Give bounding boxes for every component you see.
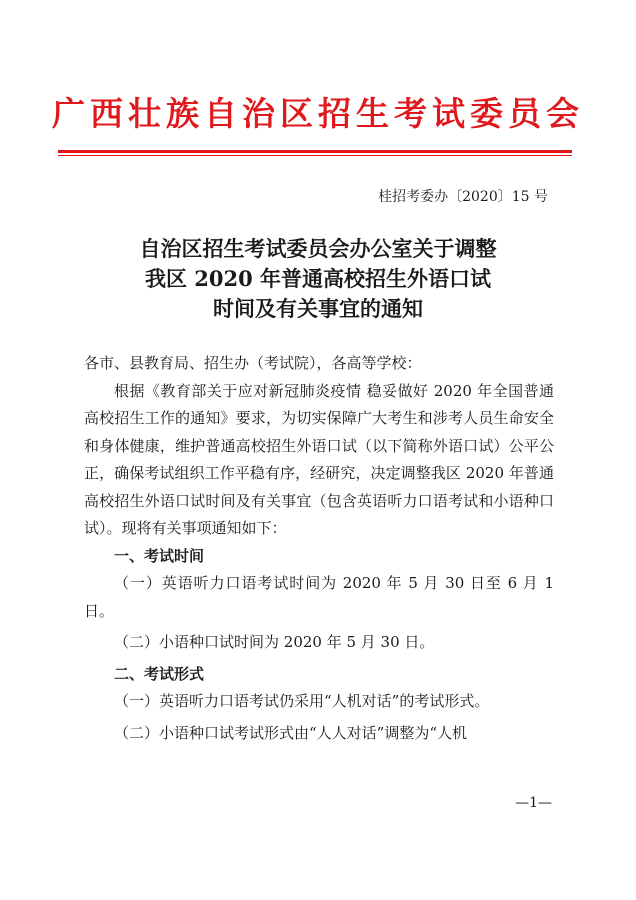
section-2-item-1: （一）英语听力口语考试仍采用“人机对话”的考试形式。 xyxy=(114,692,490,710)
document-number: 桂招考委办〔2020〕15 号 xyxy=(378,189,548,205)
document-title xyxy=(0,234,636,324)
title-line-1: 自治区招生考试委员会办公室关于调整 xyxy=(139,236,497,261)
letterhead-rule-thin xyxy=(58,155,572,156)
salutation: 各市、县教育局、招生办（考试院），各高等学校： xyxy=(84,354,422,372)
section-1-item-2: （二）小语种口试时间为 2020 年 5 月 30 日。 xyxy=(114,633,435,651)
section-1-item-1: （一）英语听力口语考试时间为 2020 年 5 月 30 日至 6 月 1 日。 xyxy=(84,574,554,620)
letterhead-title: 广西壮族自治区招生考试委员会 xyxy=(52,94,584,133)
title-line-3: 时间及有关事宜的通知 xyxy=(213,296,423,321)
section-2-heading: 二、考试形式 xyxy=(114,664,205,683)
document-body xyxy=(84,350,554,747)
page-number: —1— xyxy=(515,795,552,811)
section-1-heading: 一、考试时间 xyxy=(114,546,205,565)
letterhead-rule-thick xyxy=(58,150,572,153)
section-2-item-2: （二）小语种口试考试形式由“人人对话”调整为“人机 xyxy=(114,723,468,742)
intro-paragraph: 根据《教育部关于应对新冠肺炎疫情 稳妥做好 2020 年全国普通高校招生工作的通知》要求，为切实保障广大考生和涉考人员生命安全和身体健康，维护普通高校招生外语口试（以下简称外语口试）公平公正，确保考试组织工作平稳有序，经研究，决定调整我区 2020 年普通高校招生外语口试时间及有关事宜（包含英语听力口语考试和小语种口试）。现将有关事项通知如下： xyxy=(84,381,554,537)
title-line-2: 我区 2020 年普通高校招生外语口试 xyxy=(144,266,492,291)
